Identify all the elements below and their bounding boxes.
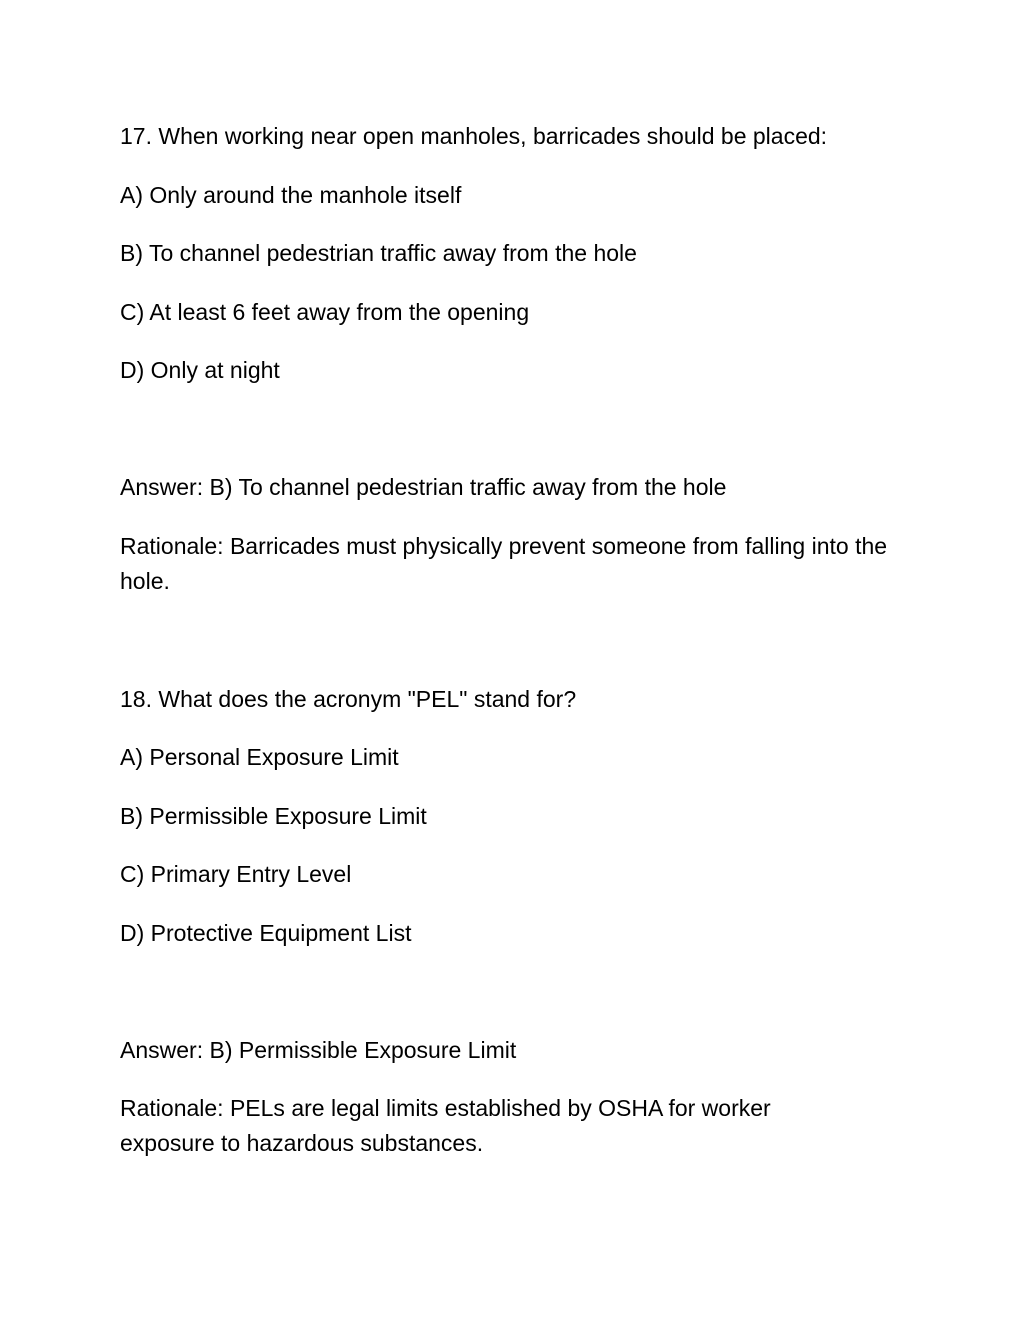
question-18-option-a: A) Personal Exposure Limit [120,744,399,770]
question-17-text: 17. When working near open manholes, barricades should be placed: [120,123,828,149]
question-17-rationale: Rationale: Barricades must physically prevent someone from falling into the hole. [120,533,888,594]
question-17-option-a: A) Only around the manhole itself [120,182,462,208]
question-18-option-b: B) Permissible Exposure Limit [120,803,427,829]
question-17-option-b: B) To channel pedestrian traffic away from the hole [120,240,637,266]
question-18-rationale: Rationale: PELs are legal limits established by OSHA for worker exposure to hazardous substances. [120,1095,771,1156]
question-17-answer: Answer: B) To channel pedestrian traffic away from the hole [120,474,727,500]
question-18-answer: Answer: B) Permissible Exposure Limit [120,1037,517,1063]
question-17-option-d: D) Only at night [120,357,280,383]
question-18-option-d: D) Protective Equipment List [120,920,412,946]
question-18-option-c: C) Primary Entry Level [120,861,352,887]
question-17-option-c: C) At least 6 feet away from the opening [120,299,530,325]
question-18-text: 18. What does the acronym "PEL" stand for? [120,686,577,712]
